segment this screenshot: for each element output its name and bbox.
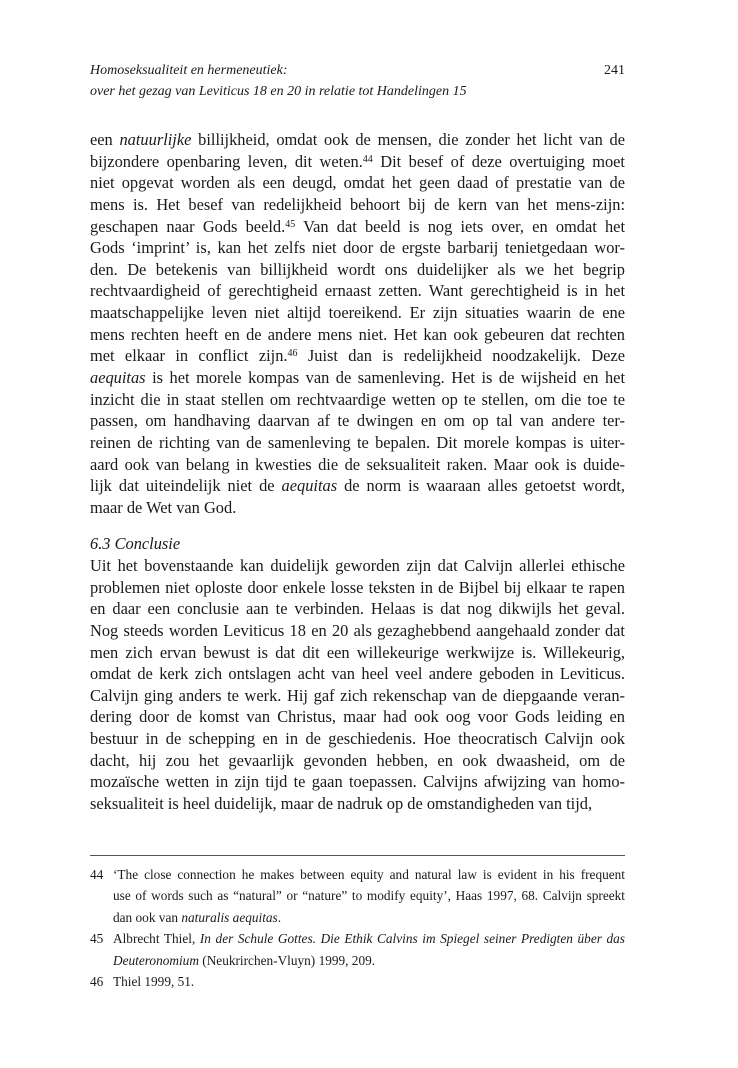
text-line: [90, 237, 625, 259]
text-line: [90, 345, 625, 367]
text-line: [90, 151, 625, 173]
text-run: maar de Wet van God.: [90, 497, 237, 517]
footnote-reference: 46: [287, 348, 298, 360]
text-run: Albrecht Thiel,: [113, 931, 200, 947]
text-line: [90, 475, 625, 497]
text-run: bijzondere openbaring leven, dit weten.: [90, 151, 363, 171]
text-run: en daar een conclusie aan te verbinden. Helaas is dat nog dikwijls het geval.: [90, 599, 625, 619]
footnote-divider: [90, 855, 625, 856]
text-line: [90, 454, 625, 476]
text-run: omdat de kerk zich ontslagen acht van heel veel andere geboden in Leviticus.: [90, 664, 625, 684]
text-run: seksualiteit is heel duidelijk, maar de nadruk op de omstandigheden van tijd,: [90, 794, 593, 814]
text-run: Uit het bovenstaande kan duidelijk geworden zijn dat Calvijn allerlei ethische: [90, 556, 625, 575]
text-line: [90, 555, 625, 577]
italic-text: naturalis aequitas: [181, 909, 278, 925]
text-run: bestuur in de schepping en in de geschiedenis. Hoe theocratisch Calvijn ook: [90, 729, 625, 749]
text-line: [113, 928, 625, 949]
text-run: Dit besef of deze overtuiging moet: [372, 151, 625, 171]
text-line: [90, 432, 625, 454]
text-run: dan ook van: [113, 909, 182, 925]
italic-text: aequitas: [90, 368, 146, 388]
text-line: [90, 216, 625, 238]
text-run: (Neukrirchen-Vluyn) 1999, 209.: [198, 952, 376, 968]
text-line: [90, 259, 625, 281]
text-line: [113, 971, 625, 992]
text-run: Van dat beeld is nog iets over, en omdat het: [295, 216, 625, 236]
text-run: men zich ervan bewust is dat dit een willekeurige werkwijze is. Willekeurig,: [90, 642, 625, 662]
text-run: dering door de komst van Christus, maar had ook oog voor Gods leiding en: [90, 707, 625, 727]
text-line: [90, 410, 625, 432]
footnotes: [90, 864, 625, 992]
text-run: reinen de richting van de samenleving te bepalen. Dit morele kompas is uiter-: [90, 432, 625, 452]
text-run: dacht, hij zou het gevaarlijk gevonden hebben, en ook dwaasheid, om de: [90, 750, 625, 770]
text-line: [113, 885, 625, 906]
footnote-reference: 44: [362, 153, 373, 165]
text-run: een: [90, 130, 120, 149]
text-line: [90, 620, 625, 642]
text-run: mozaïsche wetten in zijn tijd te gaan toepassen. Calvijns afwijzing van homo-: [90, 772, 625, 792]
text-run: geschapen naar Gods beeld.: [90, 216, 286, 236]
text-line: [90, 642, 625, 664]
text-run: is het morele kompas van de samenleving. Het is de wijsheid en het: [145, 368, 625, 388]
text-line: [90, 172, 625, 194]
text-line: [113, 864, 625, 885]
italic-text: Deuteronomium: [113, 952, 199, 968]
text-run: problemen niet oploste door enkele losse teksten in de Bijbel bij elkaar te rapen: [90, 577, 625, 597]
text-run: mens is. Het besef van redelijkheid behoort bij de kern van het mens-zijn:: [90, 194, 625, 214]
body-paragraph-2: [90, 555, 625, 815]
text-line: [113, 950, 625, 971]
footnote: [90, 971, 625, 992]
text-run: use of words such as “natural” or “nature” to modify equity’, Haas 1997, 68. Calvijn spreekt: [113, 888, 625, 904]
footnote-number: 45: [90, 931, 104, 947]
text-run: aard ook van belang in kwesties die de seksualiteit raken. Maar ook is duide-: [90, 454, 625, 474]
footnote-number: 46: [90, 973, 104, 989]
text-line: [90, 706, 625, 728]
text-line: [90, 750, 625, 772]
text-run: Calvijn ging anders te werk. Hij gaf zich rekenschap van de diepgaande veran-: [90, 685, 625, 705]
text-line: [90, 194, 625, 216]
text-run: mens rechten heeft en de andere mens niet. Het kan ook gebeuren dat rechten: [90, 324, 625, 344]
text-line: [90, 389, 625, 411]
text-run: Nog steeds worden Leviticus 18 en 20 als gezaghebbend aangehaald zonder dat: [90, 620, 625, 640]
text-run: billijkheid, omdat ook de mensen, die zonder het licht van de: [191, 130, 626, 149]
text-run: inzicht die in staat stellen om rechtvaardige wetten op te stellen, om die toe te: [90, 389, 625, 409]
text-run: ‘The close connection he makes between equity and natural law is evident in his frequent: [113, 867, 625, 882]
text-line: [90, 663, 625, 685]
text-run: maatschappelijke leven niet altijd toereikend. Er zijn situaties waarin de ene: [90, 303, 625, 323]
text-line: [113, 907, 625, 928]
text-line: [90, 367, 625, 389]
footnote-reference: 45: [285, 218, 296, 230]
text-line: [90, 302, 625, 324]
text-line: [90, 771, 625, 793]
text-line: [90, 685, 625, 707]
text-run: de norm is waaraan alles getoetst wordt,: [337, 476, 625, 496]
text-run: Gods ‘imprint’ is, kan het zelfs niet door de ergste barbarij tenietgedaan wor-: [90, 238, 625, 258]
text-line: [90, 324, 625, 346]
footnote: [90, 928, 625, 971]
text-run: .: [277, 909, 282, 925]
text-run: lijk dat uiteindelijk niet de: [90, 476, 282, 496]
running-header-title: Homoseksualiteit en hermeneutiek:: [90, 63, 288, 78]
text-run: niet opgevat worden als een deugd, omdat het geen daad of prestatie van de: [90, 173, 625, 193]
text-run: rechtvaardigheid of gerechtigheid ernaast zetten. Want gerechtigheid is in het: [90, 281, 625, 301]
footnote: [90, 864, 625, 928]
text-run: den. De betekenis van billijkheid wordt ons duidelijker als we het begrip: [90, 259, 625, 279]
italic-text: natuurlijke: [119, 130, 192, 149]
text-line: [90, 497, 625, 519]
text-run: Thiel 1999, 51.: [113, 973, 195, 989]
text-line: [90, 793, 625, 815]
italic-text: aequitas: [281, 476, 338, 496]
text-line: [90, 728, 625, 750]
footnote-number: 44: [90, 867, 104, 882]
running-header-subtitle: over het gezag van Leviticus 18 en 20 in relatie tot Handelingen 15: [90, 84, 467, 99]
page-number: 241: [604, 63, 625, 78]
text-line: [90, 129, 625, 151]
body-paragraph-1: [90, 129, 625, 519]
text-line: [90, 577, 625, 599]
text-line: [90, 598, 625, 620]
italic-text: In der Schule Gottes. Die Ethik Calvins im Spiegel seiner Predigten über das: [199, 931, 625, 947]
text-run: met elkaar in conflict zijn.: [90, 346, 288, 366]
section-heading: 6.3 Conclusie: [90, 534, 181, 553]
text-run: Juist dan is redelijkheid noodzakelijk. Deze: [297, 346, 625, 366]
text-line: [90, 280, 625, 302]
text-run: passen, om handhaving daarvan af te dwingen en om op tal van andere ter-: [90, 411, 625, 431]
